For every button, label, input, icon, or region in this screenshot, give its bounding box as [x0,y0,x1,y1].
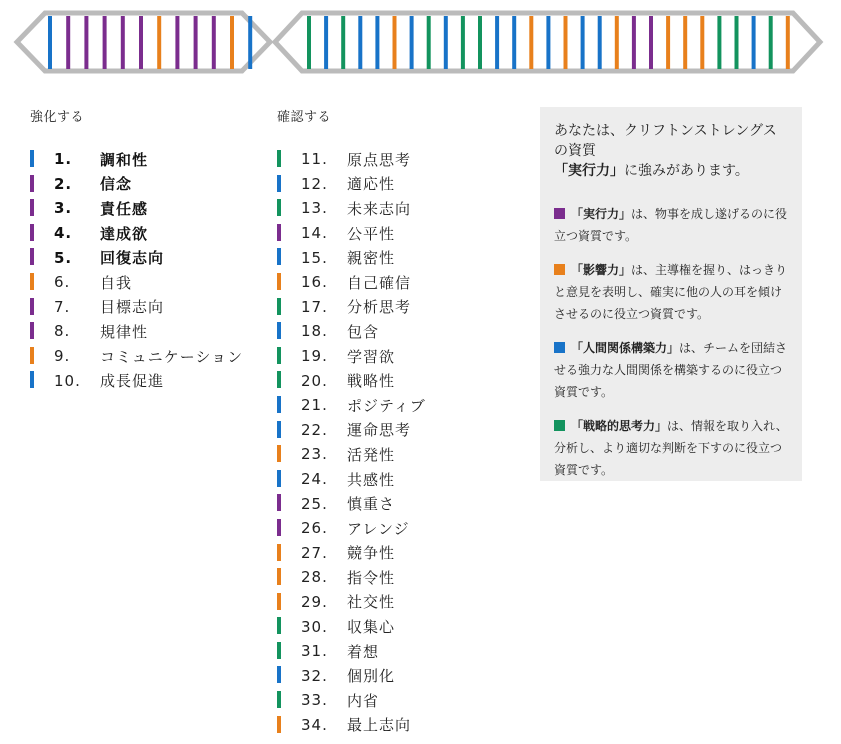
theme-item [277,590,396,615]
strand-stripe-relationship [410,16,414,69]
theme-item [277,319,380,344]
theme-name: アレンジ [347,519,410,538]
strand-stripe-influencing [615,16,619,69]
theme-rank: 1. [54,150,73,169]
theme-name: 最上志向 [347,716,412,735]
theme-name: 指令性 [347,568,396,587]
theme-rank: 24. [301,470,328,489]
strand-stripe-influencing [529,16,533,69]
category-marker [277,593,281,610]
theme-item [30,172,133,197]
category-square-icon [554,420,565,431]
theme-item [277,393,426,418]
strand-stripe-executing [66,16,70,69]
theme-rank: 8. [54,322,71,341]
theme-name: 戦略性 [347,372,396,391]
strand-stripe-influencing [564,16,568,69]
strand-stripe-strategic [717,16,721,69]
theme-rank: 25. [301,494,328,513]
theme-item [277,295,412,320]
strand-stripe-relationship [581,16,585,69]
strand-stripe-relationship [375,16,379,69]
theme-name: 活発性 [347,445,396,464]
info-box [540,107,802,481]
strand-stripe-relationship [358,16,362,69]
strand-stripe-executing [632,16,636,69]
theme-name: 原点思考 [347,150,412,169]
theme-name: 慎重さ [347,495,396,514]
category-marker [277,716,281,733]
theme-item [30,196,149,221]
category-name: 「人間関係構築力」 [571,341,680,355]
theme-name: 共感性 [347,470,396,489]
theme-item [277,639,380,664]
strand-stripe-influencing [700,16,704,69]
theme-rank: 34. [301,715,328,734]
theme-item [277,541,396,566]
strand-stripe-strategic [307,16,311,69]
strand-stripe-relationship [48,16,52,69]
category-square-icon [554,264,565,275]
category-marker [277,298,281,315]
theme-name: 未来志向 [347,199,412,218]
theme-rank: 30. [301,617,328,636]
theme-rank: 16. [301,273,328,292]
theme-rank: 22. [301,420,328,439]
theme-rank: 4. [54,224,73,243]
theme-item [30,368,165,393]
theme-item [30,270,133,295]
strand-stripe-strategic [427,16,431,69]
theme-item [30,221,149,246]
category-marker [277,421,281,438]
theme-item [277,467,396,492]
theme-item [277,614,396,639]
strand-top-stripes [48,16,252,69]
category-marker [30,273,34,290]
category-description: は、物事を成し遂げるのに役立つ資質です。 [554,207,788,243]
theme-item [30,245,165,270]
theme-item [277,344,396,369]
category-marker [277,150,281,167]
theme-name: 社交性 [347,593,396,612]
strand-stripe-executing [121,16,125,69]
strand-stripe-relationship [598,16,602,69]
category-strategic [554,415,788,481]
category-marker [277,175,281,192]
theme-rank: 28. [301,568,328,587]
strand-stripe-executing [212,16,216,69]
category-marker [277,445,281,462]
theme-rank: 11. [301,150,328,169]
category-marker [277,494,281,511]
strand-stripe-relationship [512,16,516,69]
category-marker [277,371,281,388]
intro-rest: に強みがあります。 [624,163,749,179]
theme-item [277,516,410,541]
theme-rank: 6. [54,273,71,292]
strand-stripe-relationship [248,16,252,69]
theme-name: 回復志向 [100,249,165,268]
theme-item [30,295,165,320]
category-marker [277,544,281,561]
theme-name: 規律性 [100,322,149,341]
category-marker [277,666,281,683]
theme-rank: 33. [301,691,328,710]
theme-name: 責任感 [100,199,149,218]
category-marker [277,691,281,708]
category-marker [277,519,281,536]
theme-item [277,270,412,295]
theme-name: 成長促進 [100,372,165,391]
intro-line1: あなたは、クリフトンストレングス [554,123,777,139]
strengthen-list [30,147,244,393]
theme-item [30,147,149,172]
theme-item [277,245,396,270]
theme-name: 個別化 [347,667,396,686]
theme-item [30,344,244,369]
theme-name: コミュニケーション [100,347,244,366]
theme-item [277,442,396,467]
category-marker [277,248,281,265]
theme-item [30,319,149,344]
strand-stripe-strategic [461,16,465,69]
confirm-title: 確認する [277,110,332,125]
strand-stripe-executing [175,16,179,69]
theme-rank: 9. [54,347,71,366]
strand-stripe-relationship [444,16,448,69]
category-list [554,203,788,481]
strand-bottom-stripes [307,16,790,69]
theme-name: 調和性 [100,150,149,169]
category-description: は、情報を取り入れ、分析し、より適切な判断を下すのに役立つ資質です。 [554,419,788,477]
theme-rank: 14. [301,224,328,243]
category-name: 「影響力」 [571,263,632,277]
strand-stripe-relationship [752,16,756,69]
theme-rank: 18. [301,322,328,341]
theme-name: 収集心 [347,618,396,637]
theme-name: 公平性 [347,224,396,243]
info-intro [554,121,788,181]
theme-item [277,221,396,246]
category-marker [277,273,281,290]
category-marker [30,347,34,364]
category-description: は、チームを団結させる強力な人間関係を構築するのに役立つ資質です。 [554,341,788,399]
theme-rank: 12. [301,174,328,193]
category-name: 「実行力」 [571,207,632,221]
theme-rank: 3. [54,199,73,218]
theme-rank: 29. [301,592,328,611]
theme-name: 着想 [347,642,380,661]
strengthen-title: 強化する [30,110,85,125]
category-name: 「戦略的思考力」 [571,419,668,433]
theme-rank: 26. [301,519,328,538]
theme-rank: 21. [301,396,328,415]
strand-stripe-executing [194,16,198,69]
theme-item [277,196,412,221]
category-marker [277,396,281,413]
theme-name: ポジティブ [347,396,426,415]
theme-item [277,147,412,172]
category-marker [30,248,34,265]
category-marker [277,642,281,659]
strand-stripe-influencing [666,16,670,69]
category-marker [30,175,34,192]
theme-rank: 32. [301,666,328,685]
strand-stripe-influencing [786,16,790,69]
intro-line2: の資質 [554,143,596,159]
strand-stripe-executing [139,16,143,69]
category-description: は、主導権を握り、はっきりと意見を表明し、確実に他の人の耳を傾けさせるのに役立つ資質です。 [554,263,788,321]
category-square-icon [554,208,565,219]
category-marker [277,199,281,216]
category-marker [30,371,34,388]
theme-name: 競争性 [347,544,396,563]
theme-rank: 2. [54,174,73,193]
category-square-icon [554,342,565,353]
theme-name: 自我 [100,273,133,292]
theme-item [277,688,380,713]
theme-rank: 19. [301,347,328,366]
theme-rank: 23. [301,445,328,464]
category-marker [277,224,281,241]
strand-stripe-influencing [393,16,397,69]
strand-stripe-relationship [324,16,328,69]
theme-name: 親密性 [347,249,396,268]
category-marker [30,150,34,167]
category-marker [277,470,281,487]
dna-strand [0,0,841,90]
theme-name: 目標志向 [100,298,165,317]
strengthen-column [30,106,244,393]
theme-item [277,565,396,590]
theme-rank: 15. [301,248,328,267]
theme-rank: 27. [301,543,328,562]
category-marker [277,347,281,364]
theme-name: 達成欲 [100,224,149,243]
strand-stripe-strategic [735,16,739,69]
strand-stripe-executing [649,16,653,69]
confirm-list [277,147,426,737]
category-marker [277,568,281,585]
category-marker [277,322,281,339]
category-marker [30,224,34,241]
theme-rank: 13. [301,199,328,218]
theme-item [277,713,412,738]
theme-name: 信念 [100,175,133,194]
strand-stripe-strategic [478,16,482,69]
category-marker [277,617,281,634]
theme-item [277,663,396,688]
theme-name: 内省 [347,691,380,710]
theme-name: 適応性 [347,175,396,194]
theme-rank: 10. [54,371,81,390]
theme-item [277,418,412,443]
strand-stripe-executing [103,16,107,69]
theme-name: 分析思考 [347,298,412,317]
theme-rank: 5. [54,248,73,267]
theme-name: 包含 [347,322,380,341]
theme-item [277,491,396,516]
strand-stripe-relationship [495,16,499,69]
category-marker [30,298,34,315]
theme-name: 学習欲 [347,347,396,366]
theme-rank: 7. [54,297,71,316]
category-relationship [554,337,788,403]
category-marker [30,199,34,216]
theme-item [277,172,396,197]
strand-stripe-influencing [157,16,161,69]
strand-stripe-strategic [341,16,345,69]
theme-rank: 20. [301,371,328,390]
category-influencing [554,259,788,325]
strand-stripe-influencing [230,16,234,69]
theme-rank: 17. [301,297,328,316]
category-marker [30,322,34,339]
theme-name: 運命思考 [347,421,412,440]
theme-rank: 31. [301,642,328,661]
strand-stripe-executing [84,16,88,69]
confirm-column [277,106,426,737]
theme-name: 自己確信 [347,273,412,292]
strand-stripe-relationship [546,16,550,69]
category-executing [554,203,788,247]
strand-stripe-strategic [769,16,773,69]
strand-stripe-influencing [683,16,687,69]
theme-item [277,368,396,393]
intro-highlight: 「実行力」 [554,163,624,179]
